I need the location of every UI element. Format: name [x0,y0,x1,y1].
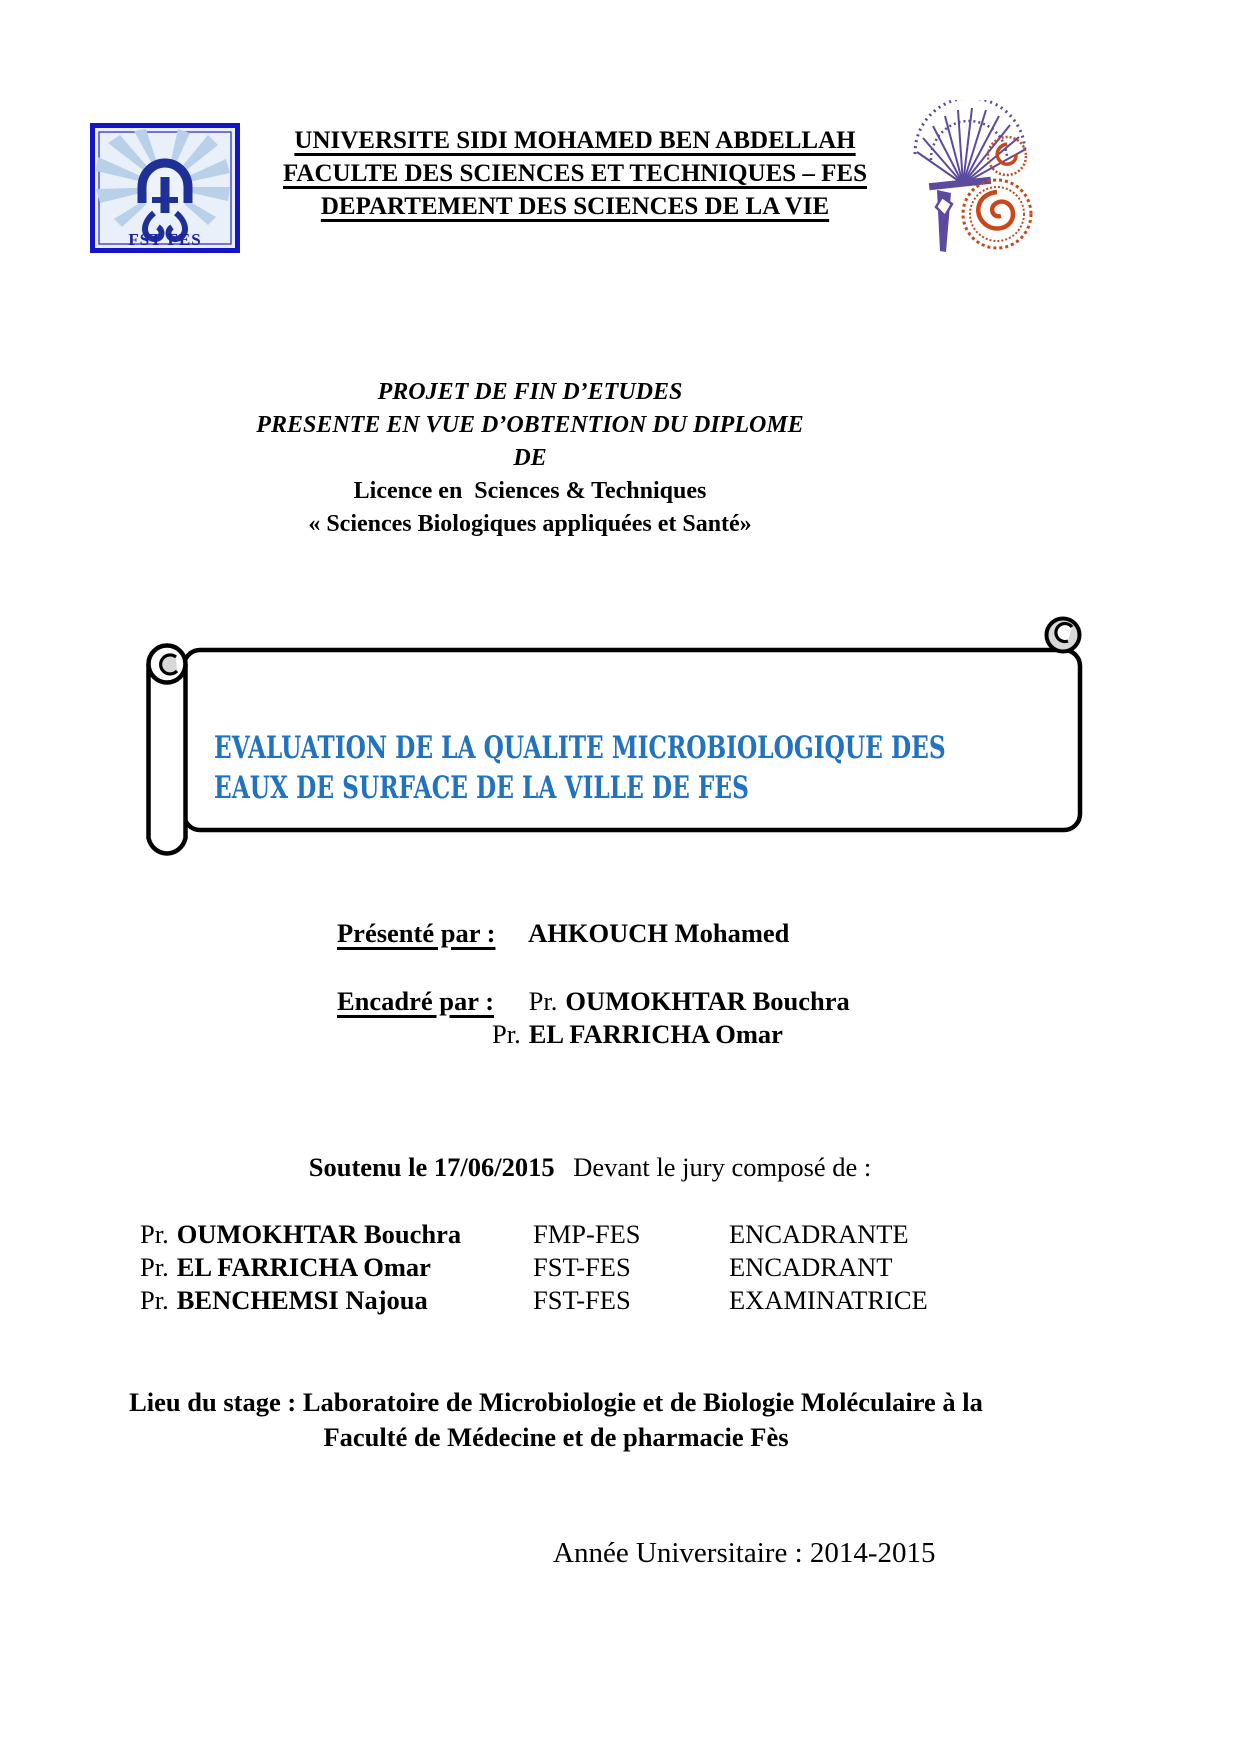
student-name: AHKOUCH Mohamed [528,918,790,948]
intro-line-1: PROJET DE FIN D’ETUDES [377,379,683,405]
jury-member-name: OUMOKHTAR Bouchra [176,1219,462,1249]
intro-line-3: DE [513,445,547,471]
supervisor2-title: Pr. [492,1019,521,1049]
internship-line-1: Lieu du stage : Laboratoire de Microbiologie et de Biologie Moléculaire à la [129,1387,983,1417]
jury-member-title: Pr. [140,1285,169,1315]
jury-row [140,1251,1100,1284]
jury-intro-text: Devant le jury composé de : [573,1152,872,1182]
jury-member-role: EXAMINATRICE [729,1285,928,1315]
department-name: DEPARTEMENT DES SCIENCES DE LA VIE [320,193,830,220]
jury-table [140,1218,1100,1317]
jury-member-title: Pr. [140,1252,169,1282]
jury-member-name: BENCHEMSI Najoua [176,1285,428,1315]
jury-member-role: ENCADRANT [729,1252,893,1282]
thesis-title-line-1: EVALUATION DE LA QUALITE MICROBIOLOGIQUE DES [214,730,946,766]
supervisor1-title: Pr. [528,986,558,1016]
diploma-intro-block [0,376,1060,541]
seal-torch [936,190,952,252]
jury-member-affiliation: FST-FES [533,1252,631,1282]
jury-row [140,1284,1100,1317]
jury-member-affiliation: FMP-FES [533,1219,641,1249]
fst-fes-logo [90,123,240,253]
jury-member-affiliation: FST-FES [533,1285,631,1315]
seal-fan [917,108,1024,184]
supervised-by-label: Encadré par : [337,986,495,1016]
fst-logo-caption: FST FES [128,230,202,249]
intro-line-2: PRESENTE EN VUE D’OBTENTION DU DIPLOME [256,412,804,438]
jury-row [140,1218,1100,1251]
supervisor2-line [492,1019,783,1050]
presented-by-line [337,918,789,949]
fst-fes-logo-image [90,123,240,253]
supervisor1-name: OUMOKHTAR Bouchra [565,986,850,1016]
university-name: UNIVERSITE SIDI MOHAMED BEN ABDELLAH [294,127,856,154]
supervisor2-name: EL FARRICHA Omar [528,1019,783,1049]
internship-line-2: Faculté de Médecine et de pharmacie Fès [323,1422,789,1452]
intro-line-4: Licence en Sciences & Techniques [353,478,707,504]
jury-member-role: ENCADRANTE [729,1219,909,1249]
defense-date: Soutenu le 17/06/2015 [308,1152,555,1182]
university-seal [903,100,1041,258]
presented-by-label: Présenté par : [337,918,496,948]
thesis-title-line-2: EAUX DE SURFACE DE LA VILLE DE FES [214,770,749,806]
header-block [245,124,905,223]
academic-year: Année Universitaire : 2014-2015 [553,1537,936,1569]
defense-line [0,1152,1180,1183]
university-seal-image [903,100,1041,258]
jury-member-name: EL FARRICHA Omar [176,1252,431,1282]
thesis-title [214,728,946,808]
intro-line-5: « Sciences Biologiques appliquées et Santé» [308,511,752,537]
jury-member-title: Pr. [140,1219,169,1249]
faculty-name: FACULTE DES SCIENCES ET TECHNIQUES – FES [283,160,867,187]
supervised-by-line [337,986,850,1017]
internship-location [0,1385,1112,1455]
